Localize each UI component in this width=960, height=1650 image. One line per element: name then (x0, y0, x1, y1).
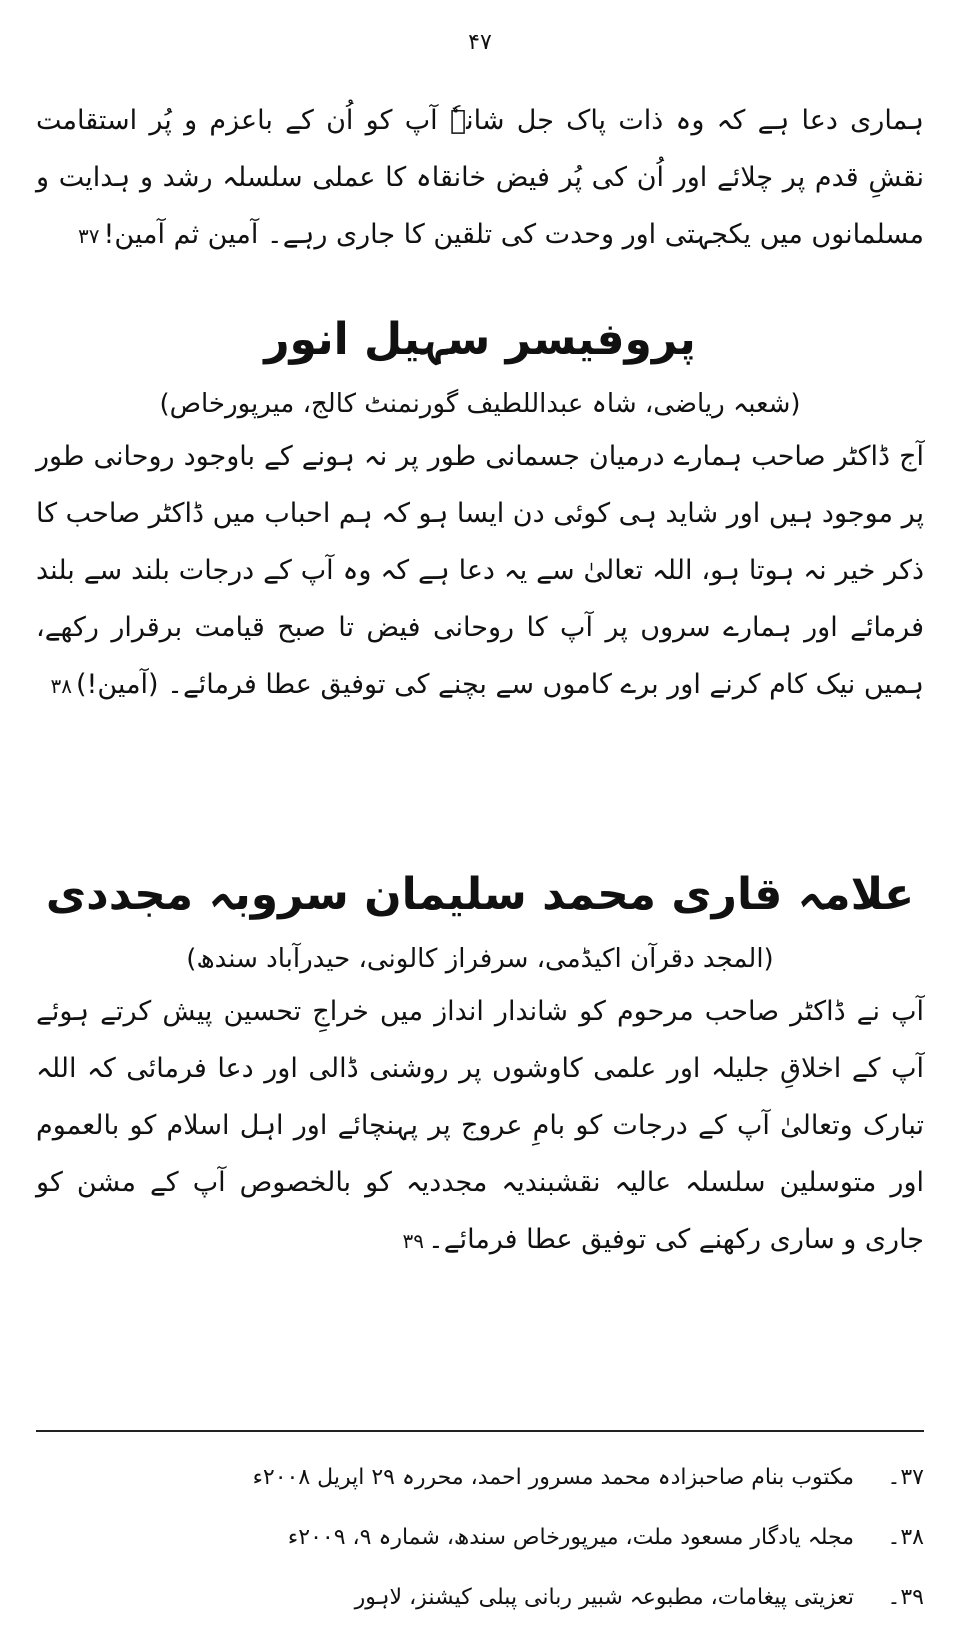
footnote-ref-37: ۳۷ (78, 224, 100, 248)
page-number: ۴۷ (468, 30, 492, 55)
sulaiman-paragraph (36, 983, 924, 1270)
sulaiman-heading: علامہ قاری محمد سلیمان سروبہ مجددی (45, 869, 915, 920)
footnote-number: ۳۷۔ (887, 1465, 924, 1490)
footnote-item (36, 1508, 924, 1568)
sulaiman-subheading: (المجد دقرآن اکیڈمی، سرفراز کالونی، حیدرآباد سندھ) (186, 944, 774, 974)
footnote-text: تعزیتی پیغامات، مطبوعہ شبیر ربانی پبلی کیشنز، لاہور (354, 1585, 854, 1610)
anwar-heading: پروفیسر سہیل انور (264, 314, 696, 365)
footnote-ref-39: ۳۹ (402, 1229, 424, 1253)
footnotes-list (36, 1448, 924, 1628)
intro-paragraph (36, 92, 924, 265)
intro-section (36, 92, 924, 265)
anwar-section (36, 300, 924, 715)
footnote-number: ۳۹۔ (887, 1585, 924, 1610)
sulaiman-section (36, 855, 924, 1270)
anwar-paragraph (36, 428, 924, 715)
footnote-number: ۳۸۔ (887, 1525, 924, 1550)
footnote-divider (36, 1430, 924, 1432)
footnote-text: مجلہ یادگار مسعود ملت، میرپورخاص سندھ، شمارہ ۹، ۲۰۰۹ء (287, 1525, 854, 1550)
sulaiman-text: آپ نے ڈاکٹر صاحب مرحوم کو شاندار انداز میں خراجِ تحسین پیش کرتے ہوئے آپ کے اخلاقِ جلیلہ اور علمی کاوشوں پر روشنی ڈالی اور دعا فرمائی کہ اللہ تبارک وتعالیٰ آپ کے درجات کو بامِ عروج پر پہنچائے اور اہل اسلام کو بالعموم اور متوسلین سلسلہ عالیہ نقشبندیہ مجددیہ کو بالخصوص آپ کے مشن کو جاری و ساری رکھنے کی توفیق عطا فرمائے۔ (36, 996, 924, 1255)
footnote-item (36, 1448, 924, 1508)
anwar-text: آج ڈاکٹر صاحب ہمارے درمیان جسمانی طور پر نہ ہونے کے باوجود روحانی طور پر موجود ہیں اور شاید ہی کوئی دن ایسا ہو کہ ہم احباب میں ڈاکٹر صاحب کا ذکر خیر نہ ہوتا ہو، اللہ تعالیٰ سے یہ دعا ہے کہ وہ آپ کے درجات بلند سے بلند فرمائے اور ہمارے سروں پر آپ کا روحانی فیض تا صبح قیامت برقرار رکھے، ہمیں نیک کام کرنے اور برے کاموں سے بچنے کی توفیق عطا فرمائے۔ (آمین!) (35, 441, 924, 700)
anwar-subheading: (شعبہ ریاضی، شاہ عبداللطیف گورنمنٹ کالج، میرپورخاص) (159, 389, 801, 419)
intro-text: ہماری دعا ہے کہ وہ ذات پاک جل شانہٗ آپ کو اُن کے باعزم و پُر استقامت نقشِ قدم پر چلائے اور اُن کی پُر فیض خانقاہ کا عملی سلسلہ رشد و ہدایت و مسلمانوں میں یکجہتی اور وحدت کی تلقین کا جاری رہے۔ آمین ثم آمین! (36, 105, 924, 250)
footnote-text: مکتوب بنام صاحبزادہ محمد مسرور احمد، محررہ ۲۹ اپریل ۲۰۰۸ء (252, 1465, 854, 1490)
footnote-ref-38: ۳۸ (50, 674, 73, 698)
footnote-item (36, 1568, 924, 1628)
